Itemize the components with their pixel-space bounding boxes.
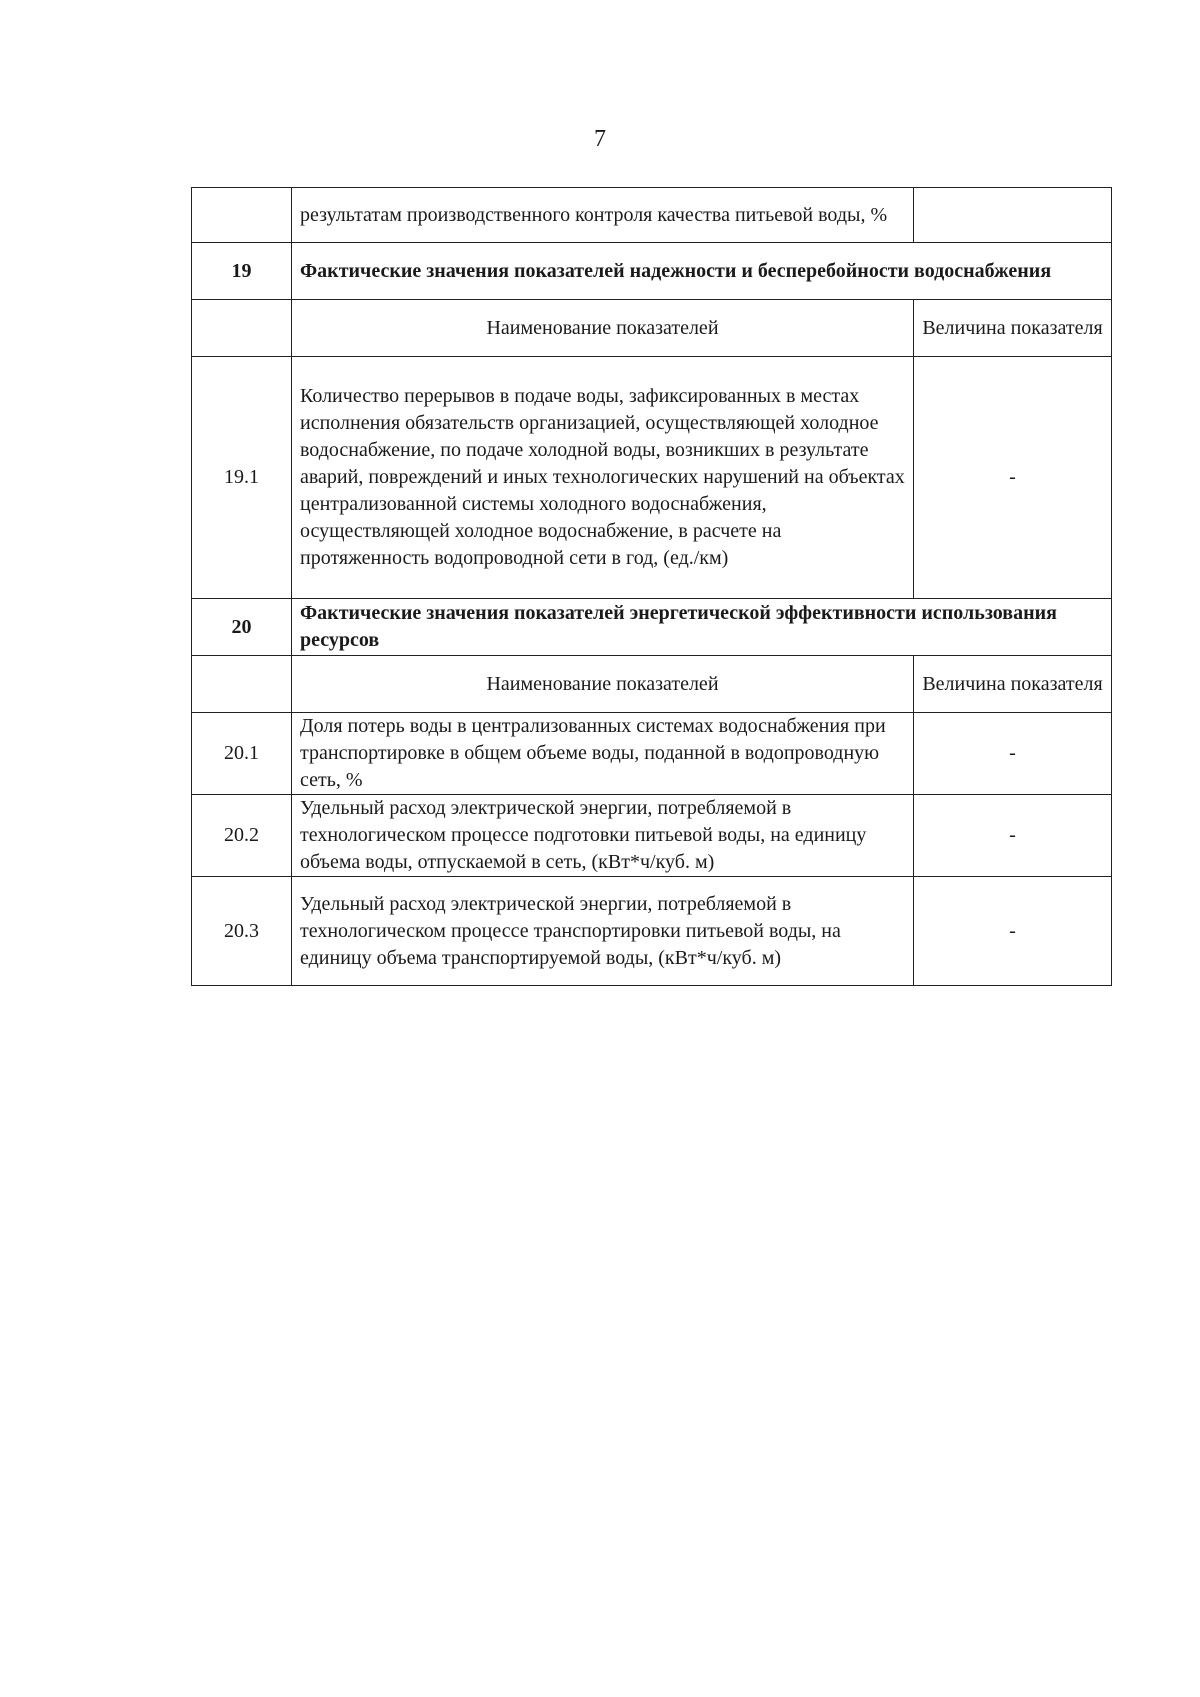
table-row bbox=[192, 713, 1112, 795]
table-row bbox=[192, 795, 1112, 877]
indicator-name: Удельный расход электрической энергии, потребляемой в технологическом процессе подготовки питьевой воды, на единицу объема воды, отпускаемой в сеть, (кВт*ч/куб. м) bbox=[292, 795, 914, 877]
indicator-name-cell: результатам производственного контроля качества питьевой воды, % bbox=[292, 188, 914, 243]
row-number: 19.1 bbox=[192, 357, 292, 599]
section-number: 20 bbox=[192, 599, 292, 656]
page-number: 7 bbox=[594, 126, 606, 152]
table-row bbox=[192, 188, 1112, 243]
indicator-name: Удельный расход электрической энергии, потребляемой в технологическом процессе транспортировки питьевой воды, на единицу объема транспортируемой воды, (кВт*ч/куб. м) bbox=[292, 877, 914, 986]
indicator-value: - bbox=[914, 795, 1112, 877]
section-title: Фактические значения показателей надежности и бесперебойности водоснабжения bbox=[292, 243, 1112, 300]
row-number: 20.3 bbox=[192, 877, 292, 986]
row-number: 20.1 bbox=[192, 713, 292, 795]
table-row bbox=[192, 877, 1112, 986]
row-number-cell bbox=[192, 188, 292, 243]
column-header-name: Наименование показателей bbox=[292, 300, 914, 357]
table-row bbox=[192, 357, 1112, 599]
indicator-name: Количество перерывов в подаче воды, зафиксированных в местах исполнения обязательств организацией, осуществляющей холодное водоснабжение, по подаче холодной воды, возникших в результате аварий, повреждений и иных технологических нарушений на объектах централизованной системы холодного водоснабжения, осуществляющей холодное водоснабжение, в расчете на протяженность водопроводной сети в год, (ед./км) bbox=[292, 357, 914, 599]
section-title: Фактические значения показателей энергетической эффективности использования ресурсов bbox=[292, 599, 1112, 656]
row-number-cell bbox=[192, 300, 292, 357]
indicator-value-cell bbox=[914, 188, 1112, 243]
column-header-row bbox=[192, 300, 1112, 357]
indicator-value: - bbox=[914, 357, 1112, 599]
column-header-name: Наименование показателей bbox=[292, 656, 914, 713]
section-row bbox=[192, 599, 1112, 656]
indicator-value: - bbox=[914, 877, 1112, 986]
indicators-table bbox=[191, 187, 1112, 986]
section-number: 19 bbox=[192, 243, 292, 300]
indicator-value: - bbox=[914, 713, 1112, 795]
row-number-cell bbox=[192, 656, 292, 713]
column-header-row bbox=[192, 656, 1112, 713]
section-row bbox=[192, 243, 1112, 300]
indicator-name: Доля потерь воды в централизованных системах водоснабжения при транспортировке в общем объеме воды, поданной в водопроводную сеть, % bbox=[292, 713, 914, 795]
column-header-value: Величина показателя bbox=[914, 656, 1112, 713]
column-header-value: Величина показателя bbox=[914, 300, 1112, 357]
row-number: 20.2 bbox=[192, 795, 292, 877]
